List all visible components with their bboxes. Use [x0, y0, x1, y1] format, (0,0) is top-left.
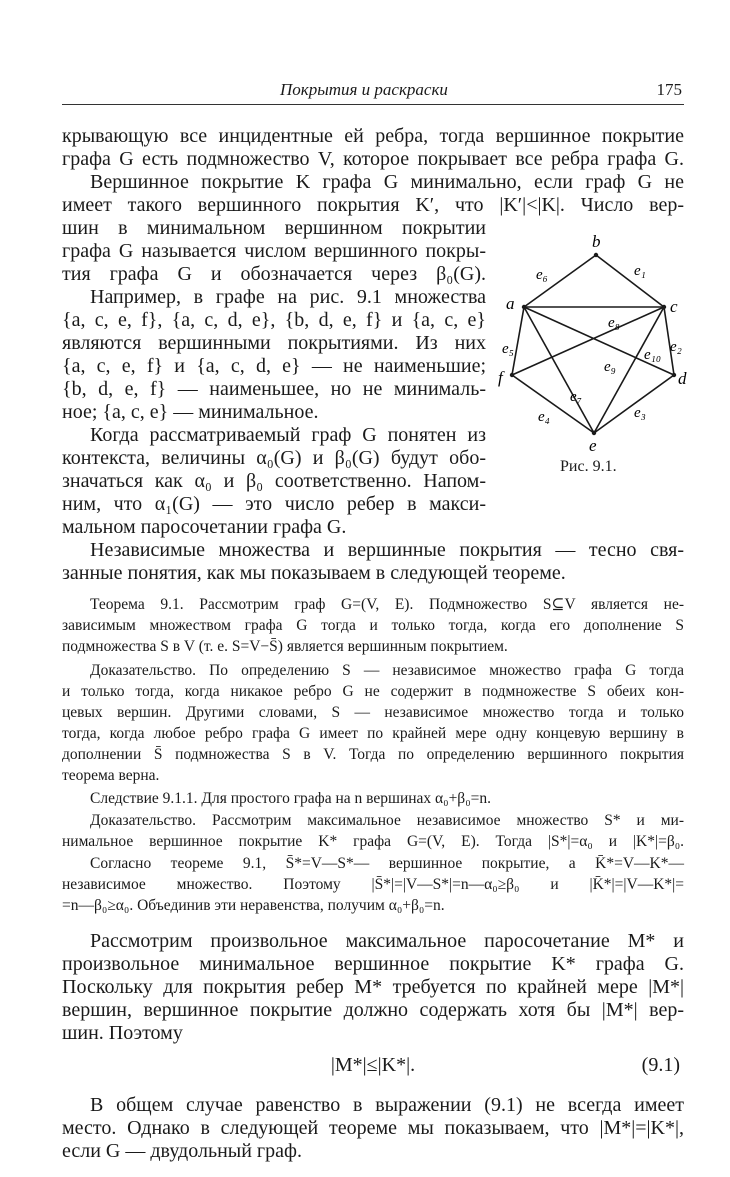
text-line: нимальное вершинное покрытие K* графа G=(V, E). Тогда |S*|=α₀ и |K*|=β₀. — [62, 833, 684, 850]
vertex-c — [662, 305, 666, 309]
text-line: Когда рассматриваемый граф G понятен из — [90, 424, 486, 446]
vertex-e — [592, 431, 596, 435]
formula-9-1 — [62, 1053, 684, 1077]
proof-line: Доказательство. По определению S — независимое множество графа G тогда — [90, 662, 684, 679]
figure-caption: Рис. 9.1. — [560, 458, 617, 475]
text-line: если G — двудольный граф. — [62, 1140, 302, 1162]
vertex-label-f: f — [498, 368, 503, 387]
text-line: подмножества S в V (т. е. S=V−S̄) является вершинным покрытием. — [62, 638, 508, 655]
vertex-label-b: b — [592, 232, 601, 251]
text-line: зависимым множеством графа G тогда и только тогда, когда его дополнение S — [62, 617, 684, 634]
vertex-a — [522, 305, 526, 309]
edge-label-e6: e₆ — [536, 267, 548, 283]
text-line: значаться как α₀ и β₀ соответственно. Напом- — [62, 470, 486, 492]
edge-label-e10: e₁₀ — [644, 347, 662, 363]
text-line: {a, c, e, f} и {a, c, d, e} — не наименьшие; — [62, 355, 486, 377]
text-line: В общем случае равенство в выражении (9.1) не всегда имеет — [90, 1094, 684, 1116]
text-line: теорема верна. — [62, 767, 160, 784]
text-line: мальном паросочетании графа G. — [62, 516, 347, 538]
running-title: Покрытия и раскраски — [280, 80, 448, 99]
text-line: {a, c, e, f}, {a, c, d, e}, {b, d, e, f} и {a, c, e} — [62, 309, 486, 331]
text-line: {b, d, e, f} — наименьшее, но не минималь- — [62, 378, 486, 400]
figure-graph-9-1 — [498, 232, 698, 485]
edge-label-e3: e₃ — [634, 405, 646, 421]
text-line: вершин, вершинное покрытие должно содержать хотя бы |M*| вер- — [62, 999, 684, 1021]
edge-e7 — [524, 307, 594, 433]
text-line: и только тогда, когда никакое ребро G не содержит в подмножестве S обеих кон- — [62, 683, 684, 700]
equation-number: (9.1) — [641, 1054, 680, 1076]
text-line: цевых вершин. Другими словами, S — независимое множество тогда и только — [62, 704, 684, 721]
text-line: место. Однако в следующей теореме мы показываем, что |M*|=|K*|, — [62, 1117, 684, 1139]
text-line: произвольное минимальное вершинное покрытие K* графа G. — [62, 953, 684, 975]
text-line: являются вершинными покрытиями. Из них — [62, 332, 486, 354]
text-line: =n—β₀≥α₀. Объединив эти неравенства, получим α₀+β₀=n. — [62, 897, 445, 914]
text-line: контекста, величины α₀(G) и β₀(G) будут обо- — [62, 447, 486, 469]
text-line: графа G называется числом вершинного покры- — [62, 240, 486, 262]
text-line: тогда, когда любое ребро графа G имеет по крайней мере одну концевую вершину в — [62, 725, 684, 742]
graph-diagram — [498, 232, 698, 485]
text-line: Рассмотрим произвольное максимальное паросочетание M* и — [90, 930, 684, 952]
edge-label-e8: e₈ — [608, 315, 620, 331]
text-line: тия графа G и обозначается через β₀(G). — [62, 263, 486, 285]
vertex-d — [672, 373, 676, 377]
text-line: Независимые множества и вершинные покрытия — тесно свя- — [90, 539, 684, 561]
vertex-f — [510, 373, 514, 377]
edge-e6 — [524, 255, 596, 307]
edge-label-e4: e₄ — [538, 409, 550, 425]
formula-text: |M*|≤|K*|. — [330, 1054, 416, 1076]
vertex-b — [594, 253, 598, 257]
edge-e9 — [524, 307, 674, 375]
proof-line: Доказательство. Рассмотрим максимальное независимое множество S* и ми- — [90, 812, 684, 829]
vertex-label-c: c — [670, 297, 678, 316]
corollary-9-1-1: Следствие 9.1.1. Для простого графа на n вершинах α₀+β₀=n. — [90, 790, 491, 807]
theorem-9-1: Теорема 9.1. Рассмотрим граф G=(V, E). Подмножество S⊆V является не- — [90, 596, 684, 613]
text-line: ним, что α₁(G) — это число ребер в макси- — [62, 493, 486, 515]
edge-label-e7: e₇ — [570, 389, 582, 405]
text-line: графа G есть подмножество V, которое покрывает все ребра графа G. — [62, 148, 684, 170]
edge-label-e2: e₂ — [670, 339, 682, 355]
page-header — [62, 80, 684, 105]
text-line: Согласно теореме 9.1, S̄*=V—S*— вершинное покрытие, а K̄*=V—K*— — [90, 855, 684, 872]
vertex-label-a: a — [506, 294, 515, 313]
page-number: 175 — [656, 80, 682, 99]
edge-label-e5: e₅ — [502, 341, 514, 357]
edge-label-e1: e₁ — [634, 263, 646, 279]
text-line: имеет такого вершинного покрытия K′, что |K′|<|K|. Число вер- — [62, 194, 684, 216]
edge-label-e9: e₉ — [604, 359, 616, 375]
text-line: Вершинное покрытие K графа G минимально, если граф G не — [90, 171, 684, 193]
text-line: шин в минимальном вершинном покрытии — [62, 217, 486, 239]
edge-e10 — [512, 307, 664, 375]
edge-e3 — [594, 375, 674, 433]
text-line: Поскольку для покрытия ребер M* требуется по крайней мере |M*| — [62, 976, 684, 998]
vertex-label-d: d — [678, 369, 687, 388]
text-line: независимое множество. Поэтому |S̄*|=|V—S*|=n—α₀≥β₀ и |K̄*|=|V—K*|= — [62, 876, 684, 893]
edge-e1 — [596, 255, 664, 307]
text-line: крывающую все инцидентные ей ребра, тогда вершинное покрытие — [62, 125, 684, 147]
vertex-label-e: e — [589, 436, 597, 455]
text-line: шин. Поэтому — [62, 1022, 183, 1044]
text-line: Например, в графе на рис. 9.1 множества — [90, 286, 486, 308]
text-line: занные понятия, как мы показываем в следующей теореме. — [62, 562, 566, 584]
text-line: дополнении S̄ подмножества S в V. Тогда по определению вершинного покрытия — [62, 746, 684, 763]
text-line: ное; {a, c, e} — минимальное. — [62, 401, 319, 423]
